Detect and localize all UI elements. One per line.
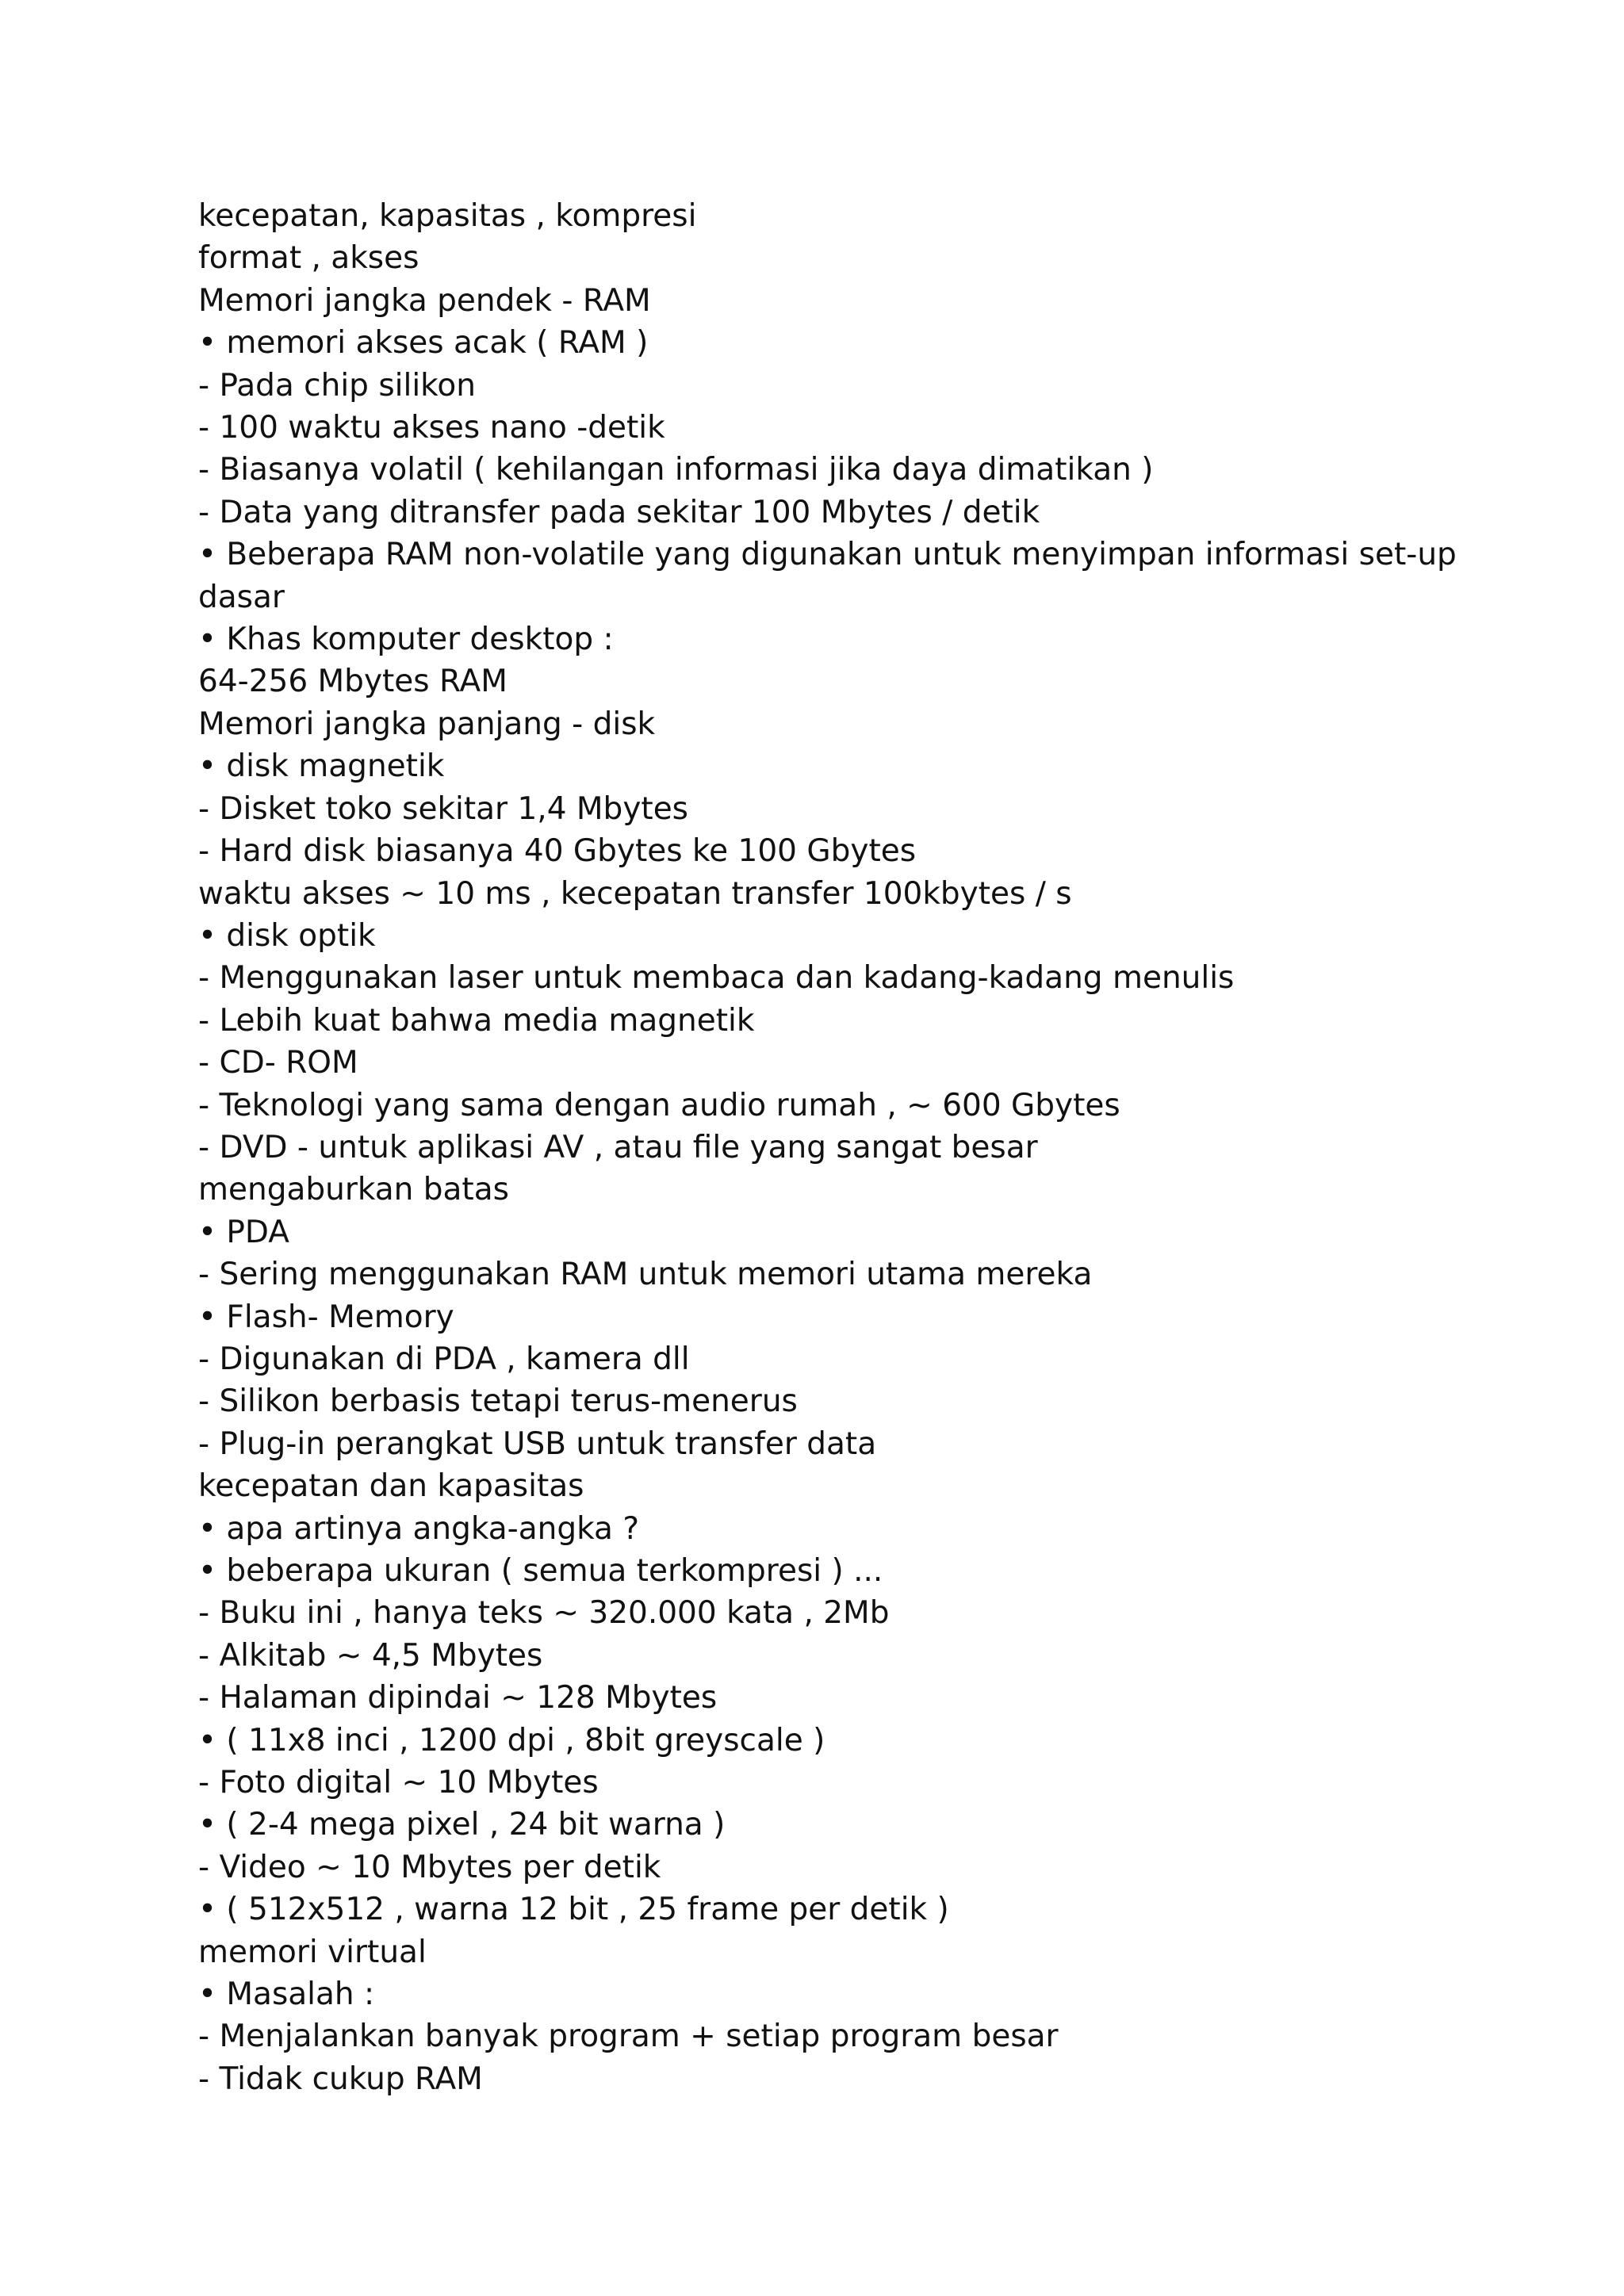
bullet-item: • memori akses acak ( RAM )	[198, 325, 649, 362]
bullet-item: • ( 2-4 mega pixel , 24 bit warna )	[198, 1807, 726, 1843]
section-heading: Memori jangka pendek - RAM	[198, 282, 651, 319]
bullet-item: • beberapa ukuran ( semua terkompresi ) ...	[198, 1553, 883, 1589]
bullet-item: • disk optik	[198, 917, 376, 954]
dash-item: - Menjalankan banyak program + setiap program besar	[198, 2019, 1059, 2055]
dash-item: - Plug-in perangkat USB untuk transfer data	[198, 1425, 877, 1462]
dash-item: - Hard disk biasanya 40 Gbytes ke 100 Gbytes	[198, 833, 917, 870]
dash-item: - DVD - untuk aplikasi AV , atau file yang sangat besar	[198, 1129, 1038, 1165]
dash-item: - Disket toko sekitar 1,4 Mbytes	[198, 790, 689, 827]
section-heading: memori virtual	[198, 1934, 427, 1970]
text-line: dasar	[198, 579, 285, 615]
dash-item: - Data yang ditransfer pada sekitar 100 Mbytes / detik	[198, 494, 1040, 530]
dash-item: - Buku ini , hanya teks ~ 320.000 kata , 2Mb	[198, 1595, 890, 1632]
text-line: 64-256 Mbytes RAM	[198, 664, 508, 700]
bullet-item: • Beberapa RAM non-volatile yang digunakan untuk menyimpan informasi set-up	[198, 537, 1457, 573]
text-line: format , akses	[198, 240, 419, 277]
dash-item: - 100 waktu akses nano -detik	[198, 410, 665, 446]
section-heading: mengaburkan batas	[198, 1172, 509, 1208]
dash-item: - Tidak cukup RAM	[198, 2061, 483, 2097]
bullet-item: • Khas komputer desktop :	[198, 622, 614, 658]
bullet-item: • ( 512x512 , warna 12 bit , 25 frame per detik )	[198, 1892, 949, 1928]
dash-item: - Digunakan di PDA , kamera dll	[198, 1341, 690, 1377]
bullet-item: • apa artinya angka-angka ?	[198, 1510, 640, 1547]
bullet-item: • disk magnetik	[198, 748, 445, 785]
bullet-item: • Masalah :	[198, 1976, 375, 2013]
dash-item: - CD- ROM	[198, 1045, 358, 1081]
dash-item: - Alkitab ~ 4,5 Mbytes	[198, 1637, 543, 1674]
dash-item: - Lebih kuat bahwa media magnetik	[198, 1002, 755, 1039]
dash-item: - Pada chip silikon	[198, 367, 476, 404]
dash-item: - Biasanya volatil ( kehilangan informasi jika daya dimatikan )	[198, 452, 1154, 488]
dash-item: - Teknologi yang sama dengan audio rumah , ~ 600 Gbytes	[198, 1087, 1120, 1123]
bullet-item: • Flash- Memory	[198, 1299, 454, 1335]
text-line: waktu akses ~ 10 ms , kecepatan transfer 100kbytes / s	[198, 875, 1072, 912]
dash-item: - Silikon berbasis tetapi terus-menerus	[198, 1383, 798, 1420]
section-heading: Memori jangka panjang - disk	[198, 706, 656, 742]
dash-item: - Foto digital ~ 10 Mbytes	[198, 1765, 599, 1801]
bullet-item: • ( 11x8 inci , 1200 dpi , 8bit greyscale )	[198, 1722, 825, 1758]
dash-item: - Halaman dipindai ~ 128 Mbytes	[198, 1680, 718, 1716]
text-line: kecepatan, kapasitas , kompresi	[198, 198, 697, 234]
section-heading: kecepatan dan kapasitas	[198, 1468, 584, 1505]
bullet-item: • PDA	[198, 1214, 289, 1250]
document-body	[198, 195, 1546, 2100]
dash-item: - Sering menggunakan RAM untuk memori utama mereka	[198, 1257, 1093, 1293]
dash-item: - Video ~ 10 Mbytes per detik	[198, 1849, 661, 1885]
dash-item: - Menggunakan laser untuk membaca dan kadang-kadang menulis	[198, 960, 1235, 997]
